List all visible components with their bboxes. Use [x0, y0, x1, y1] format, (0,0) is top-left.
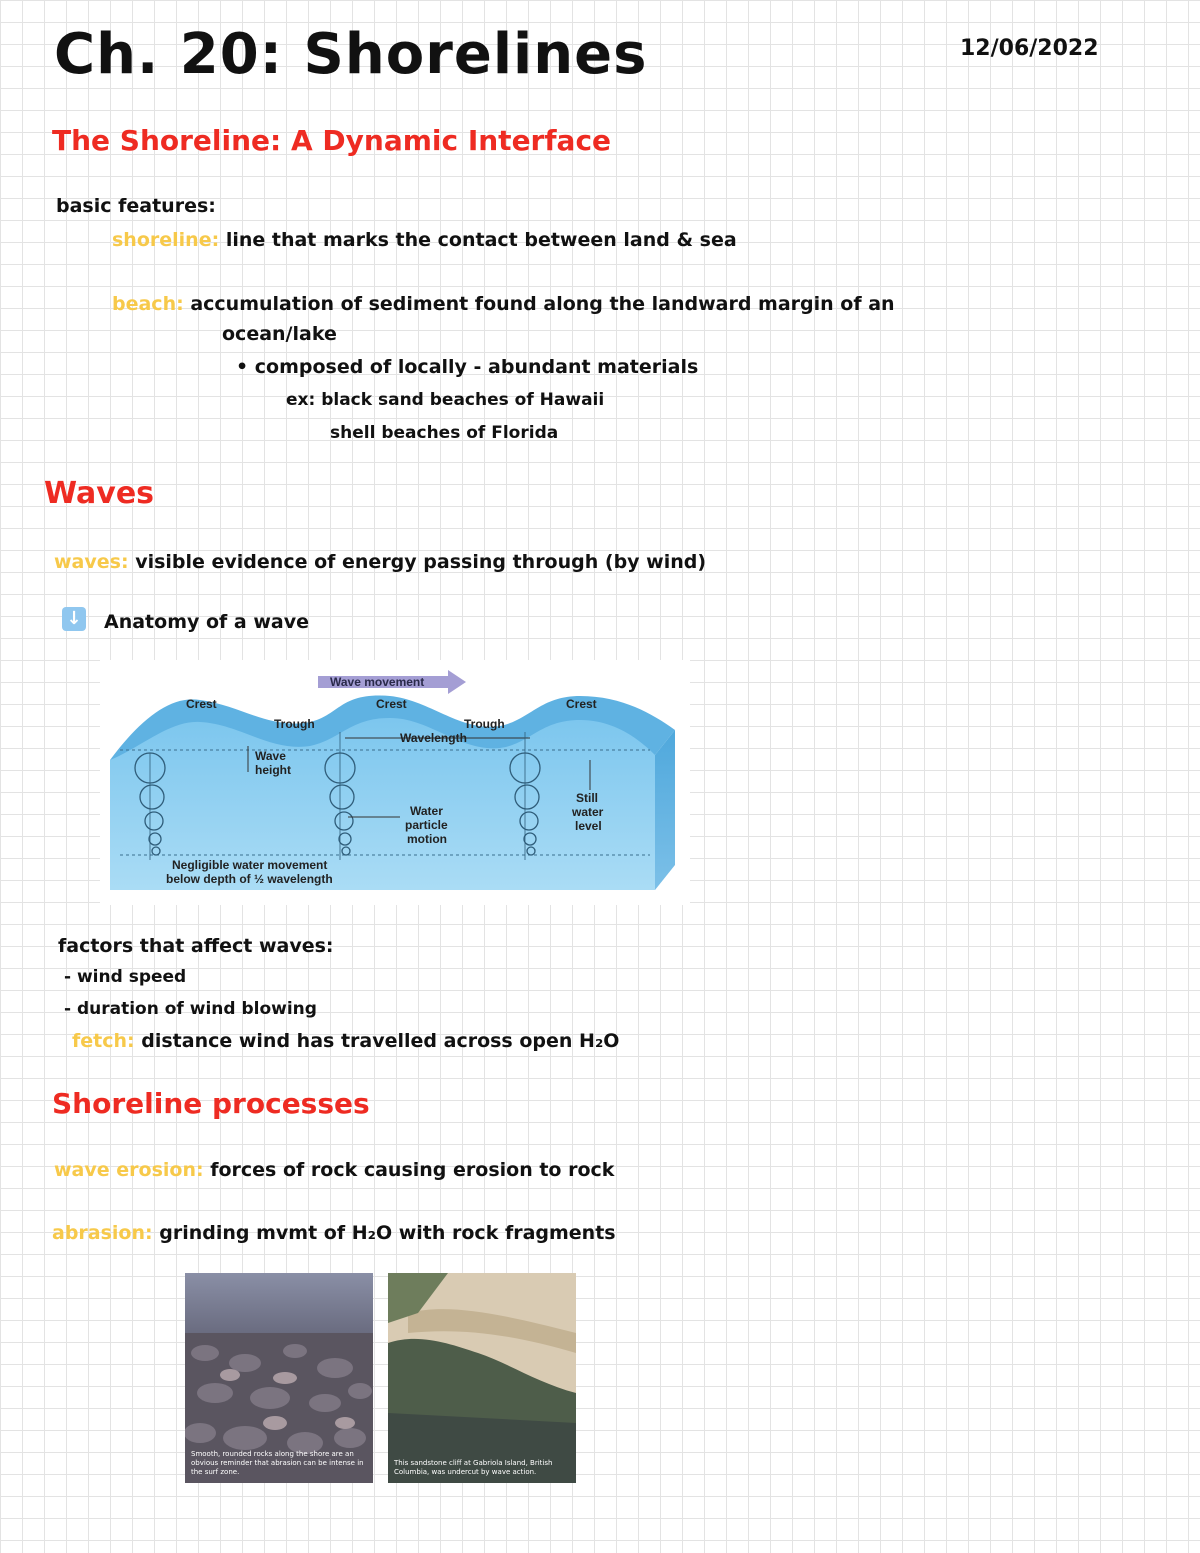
beach-def-text-1: accumulation of sediment found along the landward margin of an	[190, 293, 895, 315]
negligible-label-1: Negligible water movement	[172, 858, 328, 872]
wave-movement-label: Wave movement	[330, 675, 425, 689]
trough-label-1: Trough	[274, 717, 315, 731]
wave-height-label-1: Wave	[255, 749, 286, 763]
abrasion-term: abrasion:	[52, 1222, 153, 1244]
toggle-arrow-icon[interactable]: ↓	[62, 607, 86, 631]
fetch-def-text: distance wind has travelled across open H₂O	[141, 1030, 620, 1052]
photo-caption-2: This sandstone cliff at Gabriola Island, British Columbia, was undercut by wave action.	[394, 1459, 553, 1476]
shoreline-term: shoreline:	[112, 229, 220, 251]
beach-example-2: shell beaches of Florida	[330, 423, 559, 443]
wavelength-label: Wavelength	[400, 731, 467, 745]
wave-erosion-definition	[54, 1159, 614, 1181]
still-label-3: level	[575, 819, 602, 833]
wave-height-label-2: height	[255, 763, 291, 777]
page-title: Ch. 20: Shorelines	[54, 22, 648, 87]
beach-bullet: • composed of locally - abundant materials	[236, 356, 699, 378]
still-label-1: Still	[576, 791, 599, 805]
beach-definition	[112, 293, 895, 315]
shoreline-def-text: line that marks the contact between land & sea	[225, 229, 737, 251]
crest-label-2: Crest	[376, 697, 407, 711]
crest-label-1: Crest	[186, 697, 217, 711]
particle-label-2: particle	[405, 818, 448, 832]
particle-label-1: Water	[410, 804, 443, 818]
section-heading-shoreline: The Shoreline: A Dynamic Interface	[52, 124, 612, 157]
negligible-label-2: below depth of ½ wavelength	[166, 872, 333, 886]
beach-def-text-2: ocean/lake	[222, 323, 337, 345]
basic-features-label: basic features:	[56, 195, 216, 217]
factors-heading: factors that affect waves:	[58, 935, 334, 957]
section-heading-waves: Waves	[44, 476, 155, 511]
date: 12/06/2022	[960, 36, 1099, 61]
still-label-2: water	[572, 805, 604, 819]
waves-term: waves:	[54, 551, 129, 573]
wave-erosion-term: wave erosion:	[54, 1159, 204, 1181]
factor-wind-duration: - duration of wind blowing	[64, 999, 317, 1019]
beach-term: beach:	[112, 293, 184, 315]
waves-definition	[54, 551, 706, 573]
abrasion-def-text: grinding mvmt of H₂O with rock fragments	[159, 1222, 616, 1244]
particle-label-3: motion	[407, 832, 447, 846]
trough-label-2: Trough	[464, 717, 505, 731]
wave-erosion-def-text: forces of rock causing erosion to rock	[210, 1159, 615, 1181]
waves-def-text: visible evidence of energy passing through (by wind)	[135, 551, 707, 573]
photo-sandstone-cliff	[388, 1273, 576, 1483]
abrasion-definition	[52, 1222, 616, 1244]
beach-example-1: ex: black sand beaches of Hawaii	[286, 390, 605, 410]
fetch-definition	[72, 1030, 619, 1052]
factor-wind-speed: - wind speed	[64, 967, 187, 987]
fetch-term: fetch:	[72, 1030, 135, 1052]
wave-anatomy-diagram	[100, 660, 690, 905]
toggle-label[interactable]: Anatomy of a wave	[104, 611, 310, 633]
shoreline-definition	[112, 229, 737, 251]
crest-label-3: Crest	[566, 697, 597, 711]
section-heading-processes: Shoreline processes	[52, 1087, 370, 1120]
photo-rounded-rocks	[185, 1273, 373, 1483]
photo-caption-1: Smooth, rounded rocks along the shore are an obvious reminder that abrasion can be intense in the surf zone.	[191, 1450, 364, 1476]
